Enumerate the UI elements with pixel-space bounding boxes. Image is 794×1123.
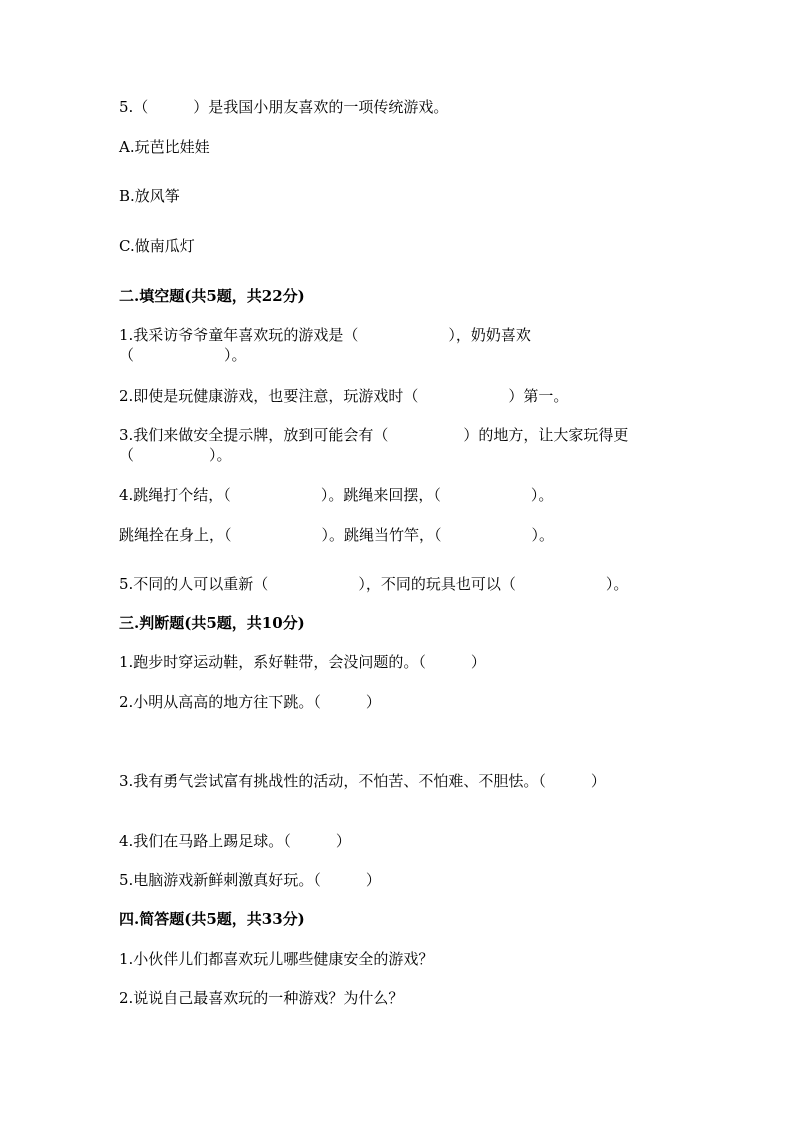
judge-question-5: 5.电脑游戏新鲜刺激真好玩。（ ） (119, 871, 381, 889)
option-b: B.放风筝 (119, 187, 180, 205)
judge-question-1: 1.跑步时穿运动鞋，系好鞋带，会没问题的。（ ） (119, 653, 486, 671)
fill-question-5: 5.不同的人可以重新（ ），不同的玩具也可以（ ）。 (119, 575, 629, 593)
section-2-heading: 二.填空题(共5题，共22分) (119, 287, 305, 305)
fill-question-3-line-1: 3.我们来做安全提示牌，放到可能会有（ ）的地方，让大家玩得更 (119, 426, 629, 444)
fill-question-3-line-2: （ ）。 (119, 446, 232, 464)
short-answer-question-2: 2.说说自己最喜欢玩的一种游戏？为什么？ (119, 989, 404, 1007)
judge-question-2: 2.小明从高高的地方往下跳。（ ） (119, 693, 381, 711)
judge-question-3: 3.我有勇气尝试富有挑战性的活动，不怕苦、不怕难、不胆怯。（ ） (119, 772, 606, 790)
option-c: C.做南瓜灯 (119, 237, 195, 255)
fill-question-4-line-1: 4.跳绳打个结，（ ）。跳绳来回摆，（ ）。 (119, 486, 554, 504)
question-5-stem: 5.（ ）是我国小朋友喜欢的一项传统游戏。 (119, 98, 449, 116)
fill-question-2: 2.即使是玩健康游戏，也要注意，玩游戏时（ ）第一。 (119, 387, 569, 405)
fill-question-4-line-2: 跳绳拴在身上，（ ）。跳绳当竹竿，（ ）。 (119, 526, 555, 544)
section-3-heading: 三.判断题(共5题，共10分) (119, 614, 305, 632)
short-answer-question-1: 1.小伙伴儿们都喜欢玩儿哪些健康安全的游戏？ (119, 950, 434, 968)
section-4-heading: 四.简答题(共5题，共33分) (119, 910, 305, 928)
option-a: A.玩芭比娃娃 (119, 138, 210, 156)
fill-question-1-line-2: （ ）。 (119, 346, 247, 364)
judge-question-4: 4.我们在马路上踢足球。（ ） (119, 832, 351, 850)
fill-question-1-line-1: 1.我采访爷爷童年喜欢玩的游戏是（ ），奶奶喜欢 (119, 326, 531, 344)
